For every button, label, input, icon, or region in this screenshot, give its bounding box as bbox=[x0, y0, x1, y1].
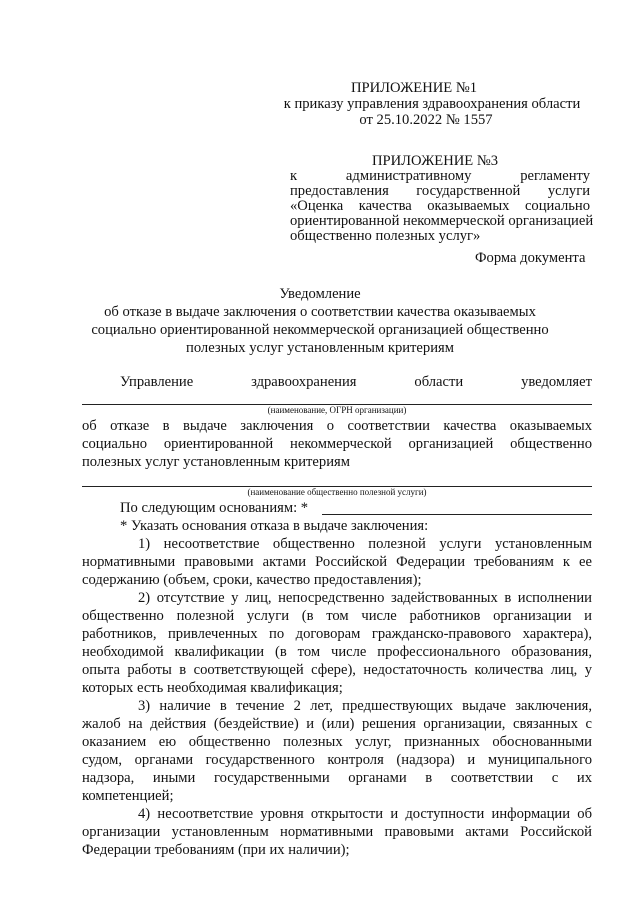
ground-item-2-line: общественно полезной услуги (в том числе работников организации и bbox=[82, 608, 592, 624]
appendix1-order-line: к приказу управления здравоохранения области bbox=[283, 96, 581, 112]
ground-item-3-line: компетенцией; bbox=[82, 788, 174, 804]
notice-title: Уведомление bbox=[279, 286, 361, 302]
ground-item-2-line: необходимой квалификации (в том числе профессионального образования, bbox=[82, 644, 592, 660]
ground-item-3-line: жалоб на действия (бездействие) и (или) решения организации, связанных с bbox=[82, 716, 592, 732]
grounds-note: * Указать основания отказа в выдаче заключения: bbox=[120, 518, 429, 534]
appendix1-date-line: от 25.10.2022 № 1557 bbox=[359, 112, 493, 128]
ground-item-2-line: которых есть необходимая квалификация; bbox=[82, 680, 343, 696]
grounds-label: По следующим основаниям: * bbox=[120, 500, 309, 516]
ground-item-2-line: опыта работы в соответствующей сфере), недостаточность количества лиц, у bbox=[82, 662, 592, 678]
ground-item-1-line: 1) несоответствие общественно полезной услуги установленным bbox=[138, 536, 592, 552]
ground-item-4-line: организации установленным нормативными правовыми актами Российской bbox=[82, 824, 592, 840]
grounds-underline bbox=[322, 514, 592, 515]
appendix3-title: ПРИЛОЖЕНИЕ №3 bbox=[371, 153, 499, 169]
ground-item-3-line: 3) наличие в течение 2 лет, предшествующих выдаче заключения, bbox=[138, 698, 592, 714]
ground-item-4-line: Федерации требованиям (при их наличии); bbox=[82, 842, 350, 858]
caption-org: (наименование, ОГРН организации) bbox=[267, 405, 407, 415]
appendix3-line: общественно полезных услуг» bbox=[290, 228, 481, 244]
ground-item-3-line: судом, органами государственного контроля (надзора) и муниципального bbox=[82, 752, 592, 768]
appendix3-line: предоставления государственной услуги bbox=[290, 183, 590, 199]
ground-item-2-line: 2) отсутствие у лиц, непосредственно задействованных в исполнении bbox=[138, 590, 592, 606]
ground-item-1-line: нормативными правовыми актами Российской Федерации требованиям к ее bbox=[82, 554, 592, 570]
authority-line: Управление здравоохранения области уведомляет bbox=[120, 374, 592, 390]
appendix3-line: к административному регламенту bbox=[290, 168, 590, 184]
ground-item-3-line: оказанием ею общественно полезных услуг, признанных обоснованными bbox=[82, 734, 592, 750]
caption-service: (наименование общественно полезной услуги) bbox=[247, 487, 427, 497]
refusal-line: об отказе в выдаче заключения о соответствии качества оказываемых bbox=[82, 418, 592, 434]
appendix1-title: ПРИЛОЖЕНИЕ №1 bbox=[350, 80, 478, 96]
notice-subtitle-line: об отказе в выдаче заключения о соответствии качества оказываемых bbox=[104, 304, 536, 320]
refusal-line: социально ориентированной некоммерческой организацией общественно bbox=[82, 436, 592, 452]
ground-item-1-line: содержанию (объем, сроки, качество предоставления); bbox=[82, 572, 422, 588]
ground-item-2-line: работников, привлеченных по договорам гражданско-правового характера), bbox=[82, 626, 592, 642]
form-label: Форма документа bbox=[475, 250, 586, 266]
ground-item-4-line: 4) несоответствие уровня открытости и доступности информации об bbox=[138, 806, 592, 822]
ground-item-3-line: надзора, иными государственными органами в соответствии с их bbox=[82, 770, 592, 786]
notice-subtitle-line: полезных услуг установленным критериям bbox=[186, 340, 454, 356]
refusal-line: полезных услуг установленным критериям bbox=[82, 454, 350, 470]
appendix3-line: ориентированной некоммерческой организацией bbox=[290, 213, 594, 229]
appendix3-line: «Оценка качества оказываемых социально bbox=[290, 198, 590, 214]
notice-subtitle-line: социально ориентированной некоммерческой организацией общественно bbox=[91, 322, 549, 338]
